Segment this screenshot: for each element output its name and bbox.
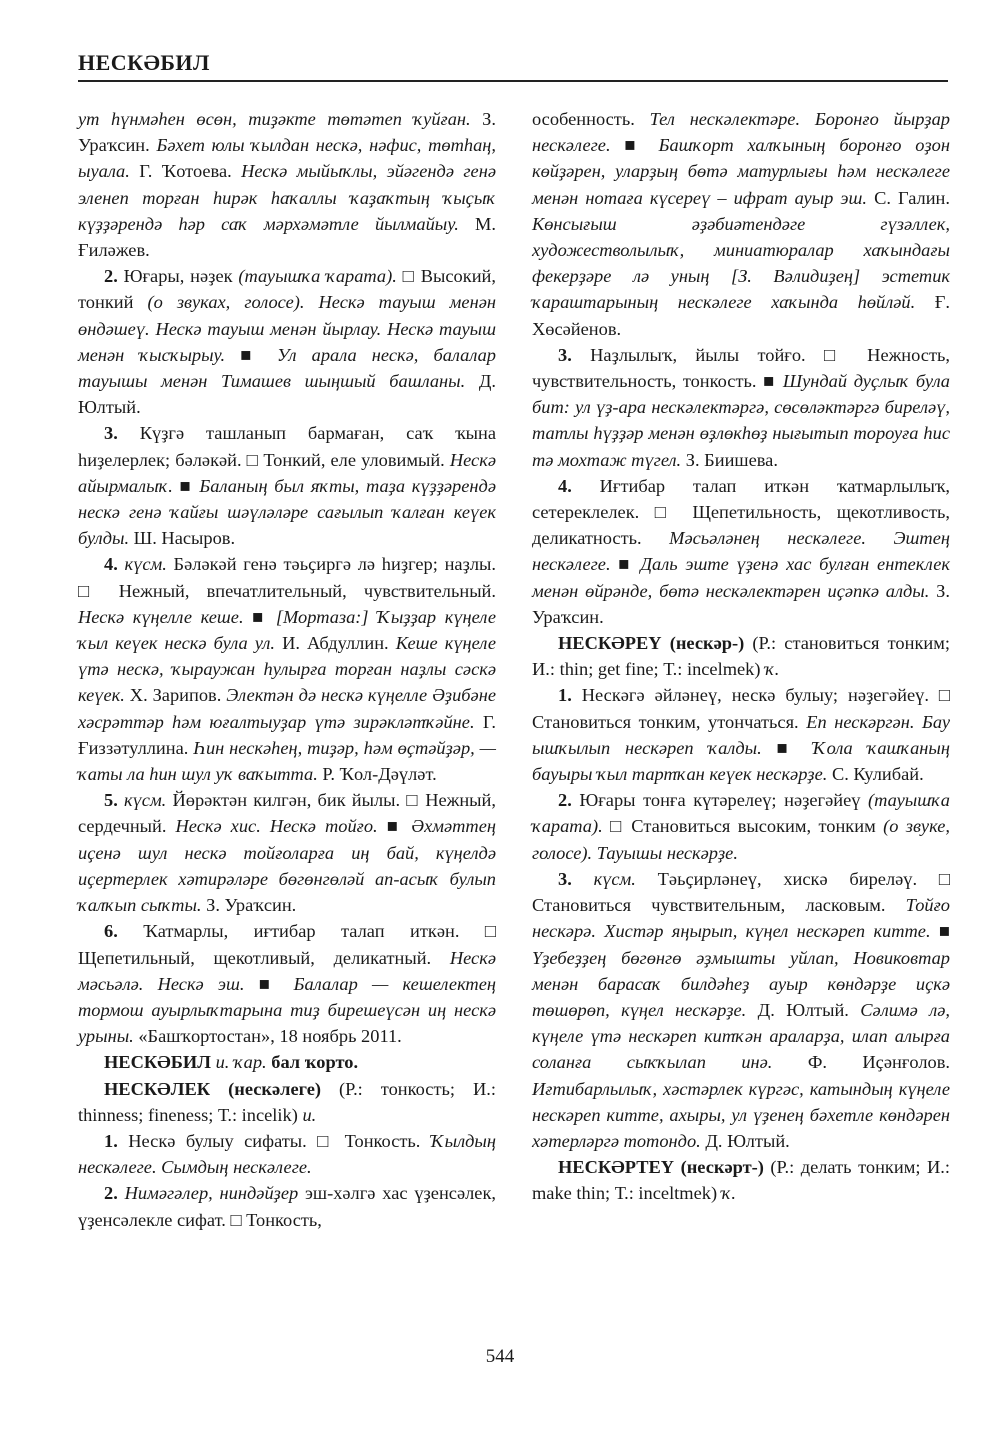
entry-sense: 4. Иғтибар талап иткән ҡатмарлылыҡ, сетереклелек. □ Щепетильность, щекотливость, деликатность. Мәсьәләнең нескәлеге. Эштең нескәлеге. ■ Даль эште үҙенә хас булған ентеклек менән өйрәнде, бөтә нескәлектәрен иҫәпкә алды. З. Ураҡсин. (532, 475, 951, 627)
entry-sense: 3. күсм. Тәьҫирләнеү, хискә биреләү. □ Становиться чувствительным, ласковым. Тойғо нескәрә. Хистәр яңырып, күңел нескәреп китте. ■ Үҙебеҙҙең бөгөнгө әҙмышты уйлап, Новиковтар менән барасаҡ билдәһеҙ ауыр көндәрҙе иҫкә төшөрөп, күңел нескәрҙе. Д. Юлтый. Сәлимә лә, күңеле үтә нескәреп китҡән араларҙа, илап алырға соланға сыҡҡылап инә. Ф. Иҫәнғолов. Иғтибарлылыҡ, хәстәрлек күргәс, катындың күңеле нескәреп китте, ахыры, ул үҙенең бәхетле көндәрен хәтерләргә тотондо. Д. Юлтый. (532, 868, 950, 1151)
entry-sense: 2. Юғары, нәҙек (тауышҡа ҡарата). □ Высокий, тонкий (о звуках, голосе). Нескә тауыш менән өндәшеү. Нескә тауыш менән йырлау. Нескә тауыш менән ҡысҡырыу. ■ Ул арала нескә, балалар тауышы менән Тимашев шыңшый башланы. Д. Юлтый. (78, 266, 496, 418)
entry-sense: 6. Ҡатмарлы, иғтибар талап иткән. □ Щепетильный, щекотливый, деликатный. Нескә мәсьәлә. Нескә эш. ■ Балалар — кешелектең тормош ауырлыҡтарына тиҙ бирешеүсән иң нескә урыны. «Башҡортостан», 18 ноябрь 2011. (78, 921, 496, 1047)
entry-sense: 4. күсм. Бәләкәй генә тәьҫиргә лә һиҙгер; наҙлы. □ Нежный, впечатлительный, чувствительный. Нескә күңелле кеше. ■ [Мортаза:] Ҡыҙҙар күңеле ҡыл кеүек нескә була ул. И. Абдуллин. Кеше күңеле үтә нескә, ҡыраужан һулырға торған наҙлы сәскә кеүек. Х. Зарипов. Электән дә нескә күңелле Әҙибәне хәсрәттәр һәм юғалтыуҙар үтә зирәкләтҡәйне. Г. Ғиззәтуллина. Һин нескәһең, тиҙәр, һәм өҫтәйҙәр, — ҡаты ла һин шул уҡ ваҡытта. Р. Ҡол-Дәүләт. (78, 554, 497, 785)
dictionary-entry: НЕСКӘЛЕК (нескәлеге) (Р.: тонкость; И.: thinness; fineness; Т.: incelik) и. (78, 1078, 496, 1125)
running-head: НЕСКӘБИЛ (78, 50, 210, 75)
page-number: 544 (485, 1346, 515, 1367)
entry-sense: 3. Күҙгә ташланып бармаған, саҡ ҡына һиҙелерлек; бәләкәй. □ Тонкий, еле уловимый. Нескә айырмалыҡ. ■ Баланың был яҡты, таҙа күҙҙәрендә нескә генә ҡайғы шәүләләре сағылып ҡалған кеүек булды. Ш. Насыров. (78, 423, 496, 549)
entry-sense: 1. Нескәгә әйләнеү, нескә булыу; нәҙегәйеү. □ Становиться тонким, утончаться. Еп нескәргән. Бау ышҡылып нескәреп ҡалды. ■ Ҡола ҡашҡаның бауыры ҡыл тартҡан кеүек нескәрҙе. С. Кулибай. (532, 685, 950, 785)
dictionary-entry: НЕСКӘРЕҮ (нескәр-) (Р.: становиться тонким; И.: thin; get fine; Т.: incelmek) ҡ. (532, 633, 950, 680)
entry-continuation: особенность. Тел нескәлектәре. Боронғо йырҙар нескәлеге. ■ Башҡорт халҡының боронғо оҙон көйҙәрен, уларҙың бөтә матурлығы һәм нескәлеге менән нотаға күсереү – ифрат ауыр эш. С. Галин. Көнсығыш әҙәбиәтендәге гүзәллек, художестволылыҡ, миниатюралар хаҡындағы фекерҙәре лә уның [З. Вәлидиҙең] эстетик ҡараштарының нескәлеге хаҡында һөйләй. Ғ. Хөсәйенов. (532, 109, 950, 339)
left-column (78, 106, 496, 1233)
dictionary-entry: НЕСКӘРТЕҮ (нескәрт-) (Р.: делать тонким; И.: make thin; Т.: inceltmek) ҡ. (532, 1157, 950, 1204)
entry-continuation: ут һүнмәһен өсөн, тиҙәкте төтәтеп ҡуйған. З. Ураҡсин. Бәхет юлы ҡылдан нескә, нәфис, төтһаң, ыуала. Г. Ҡотоева. Нескә мыйыҡлы, эйәгендә генә эленеп торған һирәк һаҡаллы ҡаҙаҡтың ҡыҫыҡ күҙҙәрендә һәр саҡ мәрхәмәтле йылмайыу. М. Ғиләжев. (78, 109, 496, 261)
header-rule (78, 80, 948, 82)
right-column (532, 106, 950, 1207)
dictionary-entry: НЕСКӘБИЛ и. ҡар. бал ҡорто. (104, 1052, 359, 1073)
entry-sense: 2. Нимәгәлер, ниндәйҙер эш-хәлгә хас үҙенсәлек, үҙенсәлекле сифат. □ Тонкость, (78, 1183, 496, 1230)
entry-sense: 5. күсм. Йөрәктән килгән, бик йылы. □ Нежный, сердечный. Нескә хис. Нескә тойғо. ■ Әхмәттең иҫенә шул нескә тойғоларға иң бай, күңелдә иҫертерлек хәтирәләре бөгөнгөләй ап-асыҡ булып ҡалҡып сыҡты. З. Ураҡсин. (78, 790, 496, 916)
entry-sense: 1. Нескә булыу сифаты. □ Тонкость. Ҡылдың нескәлеге. Сымдың нескәлеге. (78, 1130, 496, 1178)
entry-sense: 3. Наҙлылыҡ, йылы тойғо. □ Нежность, чувствительность, тонкость. ■ Шундай дуҫлыҡ була бит: ул үҙ-ара нескәлектәргә, сөсөләктәргә биреләү, татлы һүҙҙәр менән өҙлөкһөҙ нығытып тороуға һис тә мохтаж түгел. З. Биишева. (532, 344, 951, 470)
entry-sense: 2. Юғары тонға күтәрелеү; нәҙегәйеү (тауышҡа ҡарата). □ Становиться высоким, тонким (о звуке, голосе). Тауышы нескәрҙе. (532, 790, 950, 863)
